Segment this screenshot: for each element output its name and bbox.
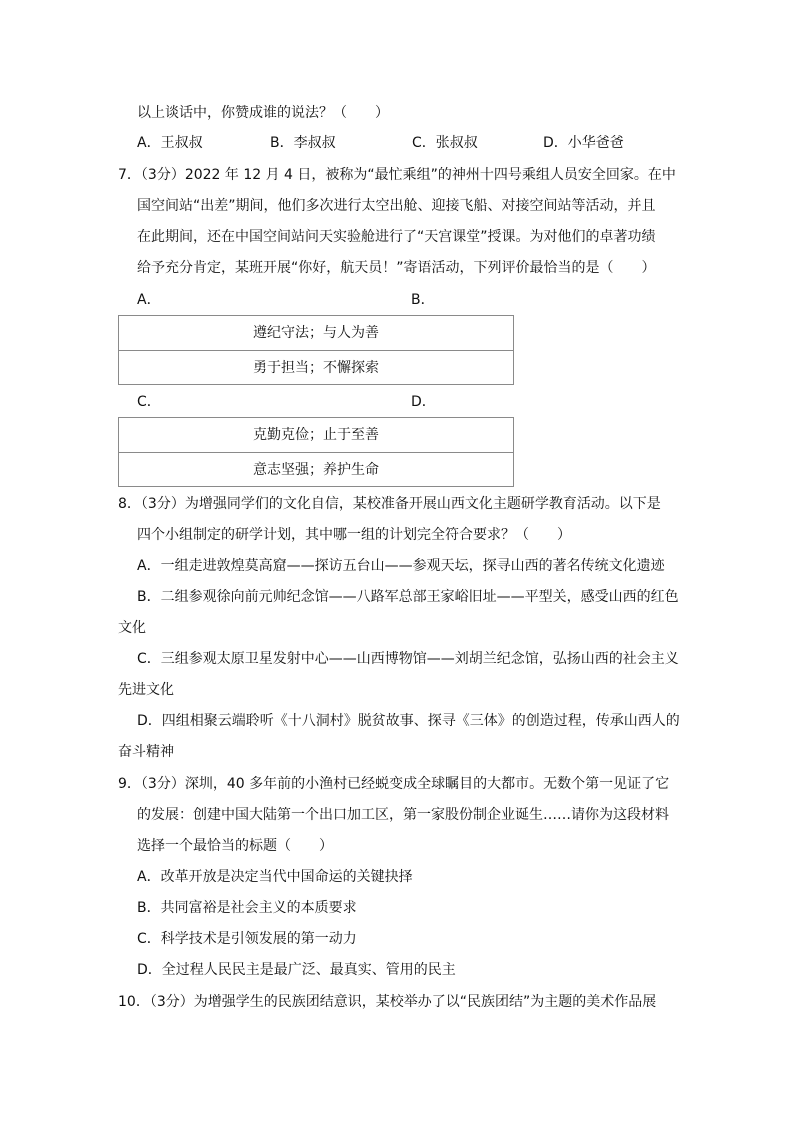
q8-option-b-cont: 文化 — [118, 620, 146, 636]
q7-table-ab-row-1: 遵纪守法；与人为善 — [253, 325, 379, 341]
q9-option-c: C．科学技术是引领发展的第一动力 — [137, 931, 357, 947]
q7-table-cd-row-2: 意志坚强；养护生命 — [119, 452, 513, 486]
q9-line-1: 9．（3分）深圳，40 多年前的小渔村已经蜕变成全球瞩目的大都市。无数个第一见证了它 — [118, 776, 670, 792]
q7-table-cd — [118, 417, 514, 487]
q7-label-d: D． — [411, 394, 436, 410]
q7-table-ab-row-2: 勇于担当；不懈探索 — [119, 350, 513, 384]
q7-label-b: B． — [411, 292, 435, 308]
q7-line-4: 给予充分肯定，某班开展“你好，航天员！”寄语活动，下列评价最恰当的是（ ） — [137, 260, 656, 276]
q6-option-b: B．李叔叔 — [270, 135, 336, 151]
q8-option-d: D．四组相聚云端聆听《十八洞村》脱贫故事、探寻《三体》的创造过程，传承山西人的 — [137, 713, 680, 729]
q7-table-ab — [118, 315, 514, 385]
q8-option-c-cont: 先进文化 — [118, 682, 174, 698]
q8-line-2: 四个小组制定的研学计划，其中哪一组的计划完全符合要求？（ ） — [137, 527, 571, 543]
q9-option-a: A．改革开放是决定当代中国命运的关键抉择 — [137, 869, 413, 885]
q7-label-c: C． — [137, 394, 161, 410]
q9-option-b: B．共同富裕是社会主义的本质要求 — [137, 900, 357, 916]
q6-option-c: C．张叔叔 — [412, 135, 478, 151]
q7-line-3: 在此期间，还在中国空间站问天实验舱进行了“天宫课堂”授课。为对他们的卓著功绩 — [137, 229, 656, 245]
q6-option-a: A．王叔叔 — [137, 135, 203, 151]
q7-label-a: A． — [137, 292, 161, 308]
q7-table-cd-row-1: 克勤克俭；止于至善 — [253, 427, 379, 443]
q8-line-1: 8．（3分）为增强同学们的文化自信，某校准备开展山西文化主题研学教育活动。以下是 — [118, 496, 661, 512]
q9-line-2: 的发展：创建中国大陆第一个出口加工区，第一家股份制企业诞生……请你为这段材料 — [137, 807, 669, 823]
q9-option-d: D．全过程人民民主是最广泛、最真实、管用的民主 — [137, 962, 456, 978]
q10-line-1: 10．（3分）为增强学生的民族团结意识，某校举办了以“民族团结”为主题的美术作品展 — [118, 994, 657, 1010]
q6-prompt: 以上谈话中，你赞成谁的说法？（ ） — [137, 105, 389, 121]
q8-option-a: A．一组走进敦煌莫高窟——探访五台山——参观天坛，探寻山西的著名传统文化遗迹 — [137, 558, 665, 574]
q7-line-2: 国空间站“出差”期间，他们多次进行太空出舱、迎接飞船、对接空间站等活动，并且 — [137, 198, 656, 214]
q6-option-d: D．小华爸爸 — [543, 135, 624, 151]
q9-line-3: 选择一个最恰当的标题（ ） — [137, 838, 333, 854]
q8-option-b: B．二组参观徐向前元帅纪念馆——八路军总部王家峪旧址——平型关，感受山西的红色 — [137, 589, 679, 605]
q8-option-d-cont: 奋斗精神 — [118, 744, 174, 760]
q7-line-1: 7．（3分）2022 年 12 月 4 日，被称为“最忙乘组”的神州十四号乘组人员安全回家。在中 — [118, 167, 676, 183]
q8-option-c: C．三组参观太原卫星发射中心——山西博物馆——刘胡兰纪念馆，弘扬山西的社会主义 — [137, 651, 679, 667]
